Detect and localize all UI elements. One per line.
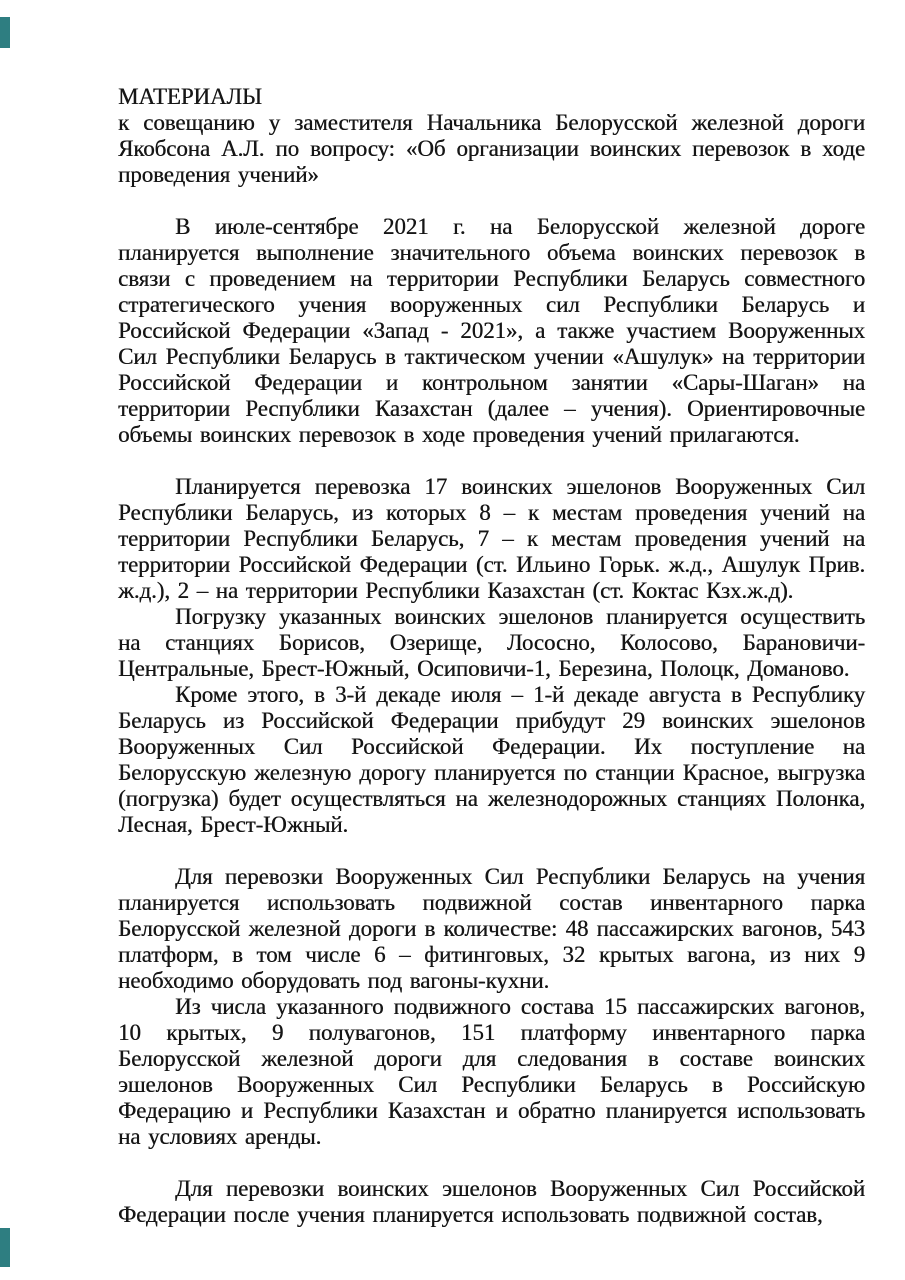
paragraph-lease-terms: Из числа указанного подвижного состава 15 пассажирских вагонов, 10 крытых, 9 полувагонов, 151 платформу инвентарного парка Белорусской железной дороги для следования в составе воинских эшелонов Вооруженных Сил Республики Беларусь в Российскую Федерацию и Республики Казахстан и обратно планируется использовать на условиях аренды. xyxy=(118,994,865,1149)
paragraph-incoming-echelons: Кроме этого, в 3-й декаде июля – 1-й декаде августа в Республику Беларусь из Российской Федерации прибудут 29 воинских эшелонов Вооруженных Сил Российской Федерации. Их поступление на Белорусскую железную дорогу планируется по станции Красное, выгрузка (погрузка) будет осуществляться на железнодорожных станциях Полонка, Лесная, Брест-Южный. xyxy=(118,682,865,837)
paragraph-overview: В июле-сентябре 2021 г. на Белорусской железной дороге планируется выполнение значительного объема воинских перевозок в связи с проведением на территории Республики Беларусь совместного стратегического учения вооруженных сил Республики Беларусь и Российской Федерации «Запад - 2021», а также участием Вооруженных Сил Республики Беларусь в тактическом учении «Ашулук» на территории Российской Федерации и контрольном занятии «Сары-Шаган» на территории Республики Казахстан (далее – учения). Ориентировочные объемы воинских перевозок в ходе проведения учений прилагаются. xyxy=(118,214,865,447)
document-subtitle: к совещанию у заместителя Начальника Белорусской железной дороги Якобсона А.Л. по вопросу: «Об организации воинских перевозок в ходе проведения учений» xyxy=(118,110,865,187)
edge-mark-bottom xyxy=(0,1228,10,1267)
paragraph-loading-stations: Погрузку указанных воинских эшелонов планируется осуществить на станциях Борисов, Озерище, Лососно, Колосово, Барановичи-Центральные, Брест-Южный, Осиповичи-1, Березина, Полоцк, Доманово. xyxy=(118,604,865,681)
paragraph-echelons-plan: Планируется перевозка 17 воинских эшелонов Вооруженных Сил Республики Беларусь, из которых 8 – к местам проведения учений на территории Республики Беларусь, 7 – к местам проведения учений на территории Российской Федерации (ст. Ильино Горьк. ж.д., Ашулук Прив. ж.д.), 2 – на территории Республики Казахстан (ст. Коктас Кзх.ж.д). xyxy=(118,474,865,603)
document-content xyxy=(118,84,865,1228)
document-title: МАТЕРИАЛЫ xyxy=(118,84,262,109)
paragraph-rolling-stock: Для перевозки Вооруженных Сил Республики Беларусь на учения планируется использовать подвижной состав инвентарного парка Белорусской железной дороги в количестве: 48 пассажирских вагонов, 543 платформ, в том числе 6 – фитинговых, 32 крытых вагона, из них 9 необходимо оборудовать под вагоны-кухни. xyxy=(118,864,865,993)
paragraph-russian-echelons: Для перевозки воинских эшелонов Вооруженных Сил Российской Федерации после учения планируется использовать подвижной состав, xyxy=(118,1176,865,1227)
edge-mark-top xyxy=(0,17,10,48)
